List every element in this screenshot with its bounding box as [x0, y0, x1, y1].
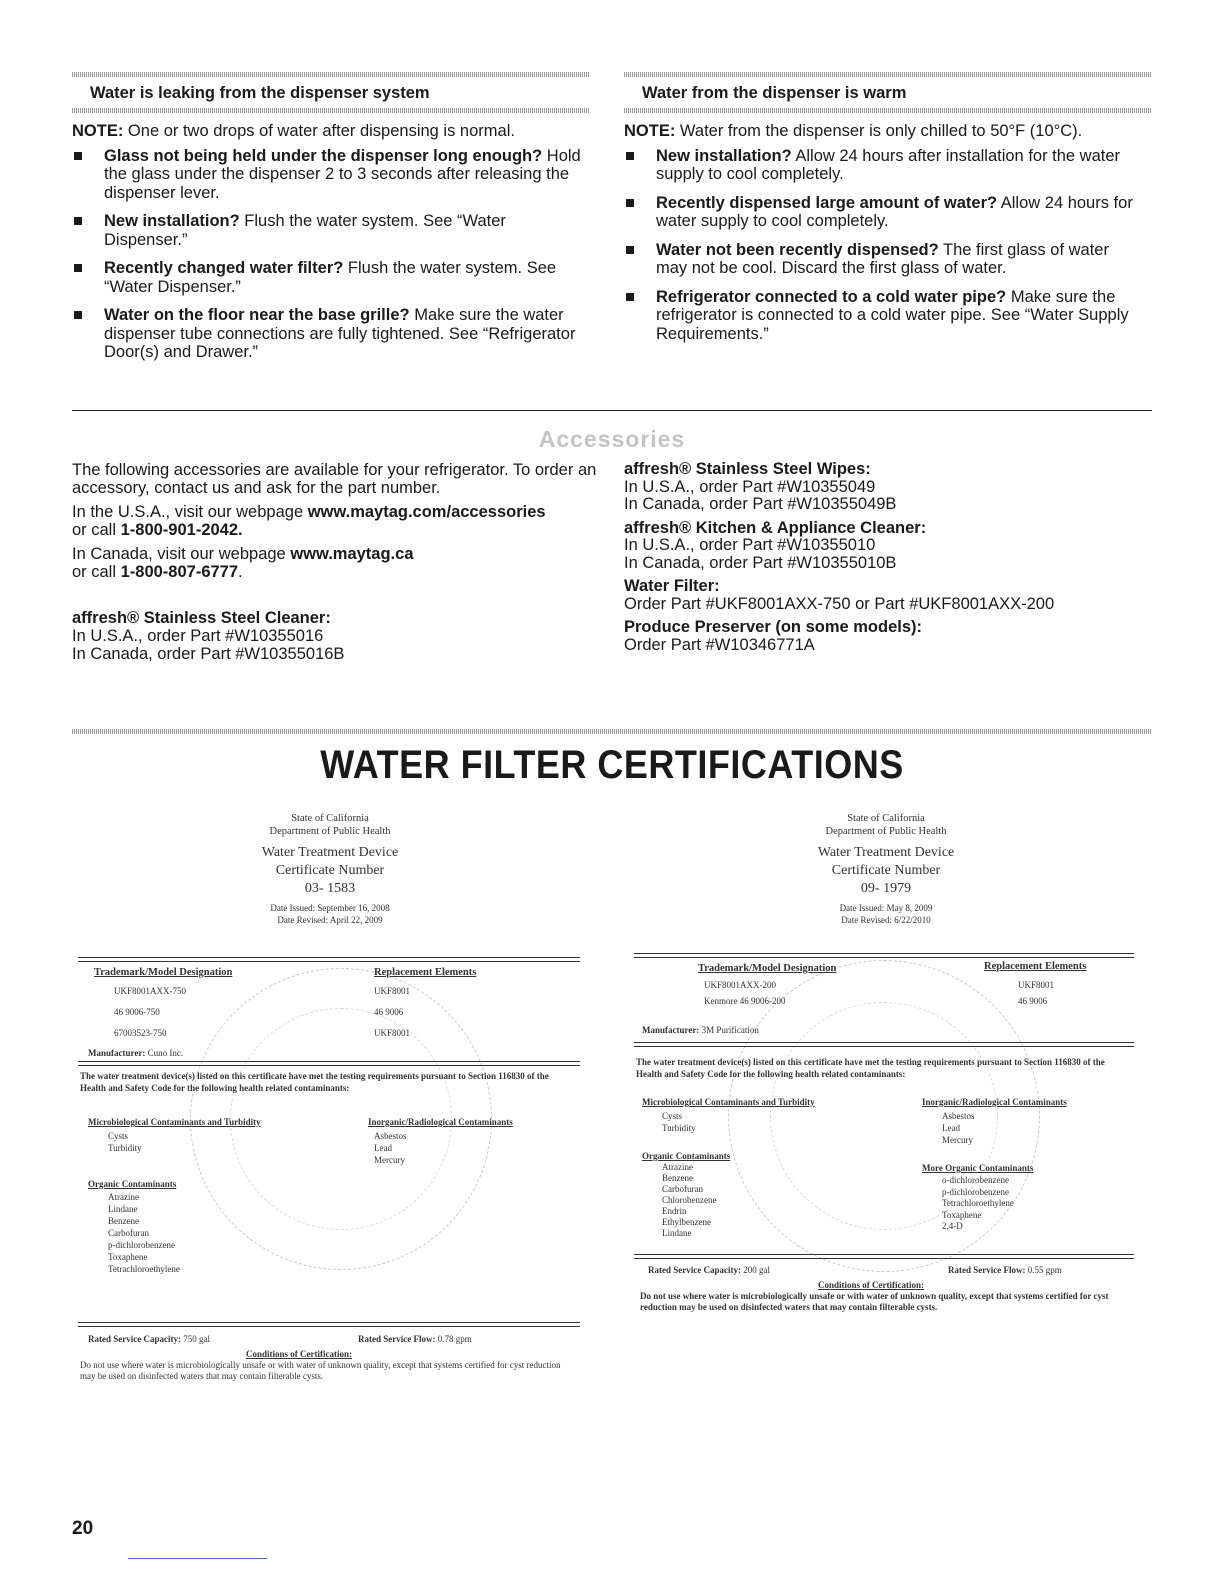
left-cert-statement: The water treatment device(s) listed on this certificate have met the testing requirements pursuant to Section 116830 of the Health and Safety Code for the following health related contaminants:	[80, 1071, 549, 1093]
bullet-square-icon	[74, 264, 82, 272]
left-cert-organic-item: Atrazine	[108, 1192, 139, 1202]
right-cert-more-item: p-dichlorobenzene	[942, 1186, 1009, 1197]
right-bullet-item	[624, 241, 1144, 278]
left-cert-model: 67003523-750	[114, 1028, 167, 1038]
left-cert-organic-item: Carbofuran	[108, 1228, 149, 1238]
right-cert-models	[704, 977, 785, 1009]
left-section-title-rule	[72, 108, 590, 113]
left-bullet-text: Flush the water system. See “Water Dispenser.”	[104, 259, 557, 296]
ca-phone-number: 1-800-807-6777	[120, 563, 239, 581]
wipes-title: affresh® Stainless Steel Wipes:	[624, 460, 871, 478]
stainless-cleaner-title: affresh® Stainless Steel Cleaner:	[72, 609, 331, 627]
left-cert-models	[114, 981, 186, 1044]
right-bullet-item	[624, 194, 1144, 231]
left-bullet-bold: New installation?	[104, 212, 240, 230]
right-cert-organic-header: Organic Contaminants	[642, 1151, 731, 1161]
right-cert-capacity	[648, 1264, 770, 1276]
right-section-body	[624, 122, 1144, 353]
right-note-label: NOTE:	[624, 122, 676, 140]
left-cert-organic-item: Toxaphene	[108, 1252, 148, 1262]
kitchen-cleaner-us: In U.S.A., order Part #W10355010	[624, 536, 876, 554]
right-cert-inorganic-item: Asbestos	[942, 1111, 975, 1121]
right-cert-conditions-header: Conditions of Certification:	[818, 1280, 924, 1290]
left-cert-replacement: 46 9006	[374, 1007, 404, 1017]
ca-end-punct: .	[238, 563, 243, 581]
wipes-ca: In Canada, order Part #W10355049B	[624, 495, 897, 513]
left-cert-replacement: UKF8001	[374, 986, 411, 996]
right-cert-manufacturer-name: 3M Purification	[701, 1025, 759, 1035]
left-cert-inorganic-item: Mercury	[374, 1155, 405, 1165]
right-cert-dept: Department of Public Health	[825, 826, 947, 837]
right-section-title: Water from the dispenser is warm	[642, 84, 907, 102]
left-cert-replacement-header: Replacement Elements	[374, 967, 477, 978]
right-cert-micro-header: Microbiological Contaminants and Turbidity	[642, 1097, 815, 1107]
right-cert-more-header: More Organic Contaminants	[922, 1163, 1034, 1173]
bullet-square-icon	[74, 311, 82, 319]
left-note	[72, 122, 592, 141]
produce-preserver-title: Produce Preserver (on some models):	[624, 618, 923, 636]
bullet-square-icon	[626, 293, 634, 301]
water-filter-text: Order Part #UKF8001AXX-750 or Part #UKF8001AXX-200	[624, 594, 1055, 613]
right-bullet-bold: New installation?	[656, 146, 792, 165]
right-cert-organic-list	[662, 1162, 716, 1239]
left-cert-trademark-header: Trademark/Model Designation	[94, 967, 233, 978]
left-cert-flow	[358, 1333, 472, 1345]
left-bullet-bold: Water on the floor near the base grille?	[104, 306, 410, 324]
left-bullet-bold: Glass not being held under the dispenser long enough?	[104, 146, 543, 165]
right-bullet-text: The first glass of water may not be cool. Discard the first glass of water.	[656, 240, 1109, 277]
left-bullet-item	[72, 306, 592, 362]
left-bullet-text: Flush the water system. See “Water Dispenser.”	[104, 212, 506, 249]
right-cert-statement: The water treatment device(s) listed on this certificate have met the testing requirements pursuant to Section 116830 of the Health and Safety Code for the following health related contaminants:	[636, 1057, 1105, 1079]
right-cert-micro-item: Cysts	[662, 1111, 683, 1121]
left-cert-model: 46 9006-750	[114, 1007, 160, 1017]
left-cert-model: UKF8001AXX-750	[114, 986, 186, 996]
right-cert-number: 09- 1979	[860, 881, 912, 896]
left-section-title: Water is leaking from the dispenser system	[90, 84, 430, 102]
left-bullet-item	[72, 259, 592, 296]
certifications-top-rule	[72, 729, 1152, 734]
right-cert-more-item: Toxaphene	[942, 1209, 982, 1220]
right-cert-state: State of California	[847, 813, 925, 824]
left-cert-revised: Date Revised: April 22, 2009	[277, 915, 383, 925]
accessories-heading: Accessories	[538, 426, 686, 452]
right-cert-organic-item: Ethylbenzene	[662, 1217, 711, 1227]
right-cert-frame-mid	[634, 1042, 1134, 1047]
left-cert-frame-top	[78, 957, 580, 962]
right-bullet-text: Allow 24 hours after installation for the water supply to cool completely.	[656, 146, 1121, 183]
left-cert-frame-bottom	[78, 1322, 580, 1327]
right-cert-replacement: 46 9006	[1018, 996, 1048, 1006]
stainless-cleaner-block	[72, 609, 602, 663]
left-cert-inorganic-item: Lead	[374, 1143, 392, 1153]
right-cert-trademark-header: Trademark/Model Designation	[698, 963, 837, 974]
left-cert-micro-item: Cysts	[108, 1131, 129, 1141]
bullet-square-icon	[626, 199, 634, 207]
left-cert-replacements	[374, 981, 410, 1044]
right-bullet-item	[624, 147, 1144, 184]
right-cert-more-item: Tetrachloroethylene	[942, 1198, 1014, 1208]
accessories-left-column	[72, 461, 602, 669]
right-section-title-rule	[624, 108, 1152, 113]
right-cert-more-item: o-dichlorobenzene	[942, 1175, 1009, 1185]
left-bullet-bold: Recently changed water filter?	[104, 259, 344, 277]
left-cert-organic-item: Benzene	[108, 1216, 139, 1226]
right-cert-organic-item: Benzene	[662, 1173, 693, 1183]
right-cert-inorganic-item: Lead	[942, 1123, 960, 1133]
produce-preserver-text: Order Part #W10346771A	[624, 635, 815, 654]
right-cert-replacement: UKF8001	[1018, 980, 1055, 990]
accessories-ca-contact	[72, 545, 602, 581]
right-cert-more-list	[942, 1175, 1014, 1233]
left-cert-organic-item: Lindane	[108, 1204, 138, 1214]
right-cert-capacity-label: Rated Service Capacity:	[648, 1265, 741, 1275]
right-bullet-text: Allow 24 hours for water supply to cool completely.	[656, 193, 1133, 230]
page-number: 20	[72, 1518, 94, 1539]
right-cert-model: UKF8001AXX-200	[704, 980, 776, 990]
right-bullet-bold: Recently dispensed large amount of water?	[656, 193, 998, 212]
right-cert-flow-label: Rated Service Flow:	[948, 1265, 1026, 1275]
wipes-us: In U.S.A., order Part #W10355049	[624, 477, 876, 496]
left-bullet-text: Hold the glass under the dispenser 2 to 3 seconds after releasing the dispenser lever.	[104, 146, 581, 202]
right-cert-revised: Date Revised: 6/22/2010	[841, 915, 931, 925]
left-note-label: NOTE:	[72, 122, 124, 140]
left-cert-dept: Department of Public Health	[269, 826, 391, 837]
kitchen-cleaner-title: affresh® Kitchen & Appliance Cleaner:	[624, 518, 927, 537]
left-cert-manufacturer	[88, 1047, 183, 1059]
footer-rule	[128, 1558, 267, 1559]
right-cert-conditions: Do not use where water is microbiologically unsafe or with water of unknown quality, except that systems certified for cyst reduction may be used on disinfected waters that may contain filterable cysts.	[640, 1291, 1109, 1312]
right-cert-more-item: 2,4-D	[942, 1221, 963, 1231]
accessories-us-contact	[72, 503, 602, 539]
left-cert-inorganic-list	[374, 1130, 407, 1166]
left-cert-organic-header: Organic Contaminants	[88, 1179, 177, 1189]
right-cert-organic-item: Atrazine	[662, 1162, 693, 1172]
right-cert-model: Kenmore 46 9006-200	[704, 996, 786, 1006]
right-cert-organic-item: Chlorobenzene	[662, 1195, 717, 1205]
produce-preserver-block	[624, 619, 1154, 654]
left-cert-issued: Date Issued: September 16, 2008	[270, 903, 390, 913]
right-cert-frame-bottom	[634, 1254, 1134, 1259]
left-bullet-item	[72, 147, 592, 203]
right-note-text: Water from the dispenser is only chilled to 50°F (10°C).	[675, 122, 1083, 140]
bullet-square-icon	[74, 217, 82, 225]
right-cert-header	[736, 812, 1036, 926]
left-cert-number: 03- 1583	[304, 881, 356, 896]
left-cert-micro-header: Microbiological Contaminants and Turbidity	[88, 1117, 261, 1127]
right-cert-organic-item: Lindane	[662, 1228, 692, 1238]
left-cert-organic-item: p-dichlorobenzene	[108, 1240, 175, 1250]
left-cert-organic-item: Tetrachloroethylene	[108, 1264, 180, 1274]
right-cert-replacement-header: Replacement Elements	[984, 961, 1087, 972]
right-bullet-item	[624, 288, 1144, 344]
right-cert-inorganic-header: Inorganic/Radiological Contaminants	[922, 1097, 1067, 1107]
us-accessories-link: www.maytag.com/accessories	[307, 503, 546, 521]
left-cert-conditions-header: Conditions of Certification:	[246, 1349, 352, 1359]
accessories-right-column	[624, 461, 1154, 660]
ca-contact-text: In Canada, visit our webpage	[72, 545, 291, 563]
bullet-square-icon	[626, 246, 634, 254]
bullet-square-icon	[626, 152, 634, 160]
certifications-title: WATER FILTER CERTIFICATIONS	[320, 741, 904, 787]
right-bullet-bold: Water not been recently dispensed?	[656, 240, 939, 259]
water-filter-title: Water Filter:	[624, 577, 720, 595]
left-cert-inorganic-header: Inorganic/Radiological Contaminants	[368, 1117, 513, 1127]
right-cert-device: Water Treatment Device	[817, 845, 955, 860]
ca-accessories-link: www.maytag.ca	[290, 545, 414, 563]
left-cert-manufacturer-label: Manufacturer:	[88, 1048, 146, 1058]
left-cert-capacity-label: Rated Service Capacity:	[88, 1334, 181, 1344]
wipes-block	[624, 461, 1154, 514]
right-bullet-text: Make sure the refrigerator is connected to a cold water pipe. See “Water Supply Requirements.”	[656, 287, 1129, 343]
right-note	[624, 122, 1144, 141]
left-cert-device: Water Treatment Device	[261, 845, 399, 860]
ca-call-text: or call	[72, 563, 121, 581]
left-cert-manufacturer-name: Cuno Inc.	[147, 1048, 184, 1058]
right-cert-inorganic-item: Mercury	[942, 1135, 973, 1145]
right-cert-frame-top	[634, 953, 1134, 958]
us-contact-text: In the U.S.A., visit our webpage	[72, 503, 308, 521]
accessories-divider	[72, 410, 1152, 411]
left-bullet-text: Make sure the water dispenser tube connections are fully tightened. See “Refrigerator Door(s) and Drawer.”	[104, 306, 576, 361]
right-cert-organic-item: Carbofuran	[662, 1184, 703, 1194]
left-cert-micro-item: Turbidity	[108, 1143, 142, 1153]
right-cert-micro-item: Turbidity	[662, 1123, 696, 1133]
left-cert-inorganic-item: Asbestos	[374, 1131, 407, 1141]
left-section-top-rule	[72, 72, 590, 77]
left-cert-state: State of California	[291, 813, 369, 824]
us-phone-number: 1-800-901-2042.	[120, 521, 243, 539]
left-cert-capacity	[88, 1333, 210, 1345]
right-cert-capacity-value: 200 gal	[743, 1265, 770, 1275]
right-cert-flow-value: 0.55 gpm	[1027, 1265, 1062, 1275]
right-bullet-bold: Refrigerator connected to a cold water pipe?	[656, 287, 1007, 306]
right-cert-flow	[948, 1264, 1062, 1276]
stainless-cleaner-ca: In Canada, order Part #W10355016B	[72, 645, 345, 663]
left-cert-replacement: UKF8001	[374, 1028, 411, 1038]
kitchen-cleaner-block	[624, 520, 1154, 573]
bullet-square-icon	[74, 152, 82, 160]
left-note-text: One or two drops of water after dispensing is normal.	[123, 122, 515, 140]
kitchen-cleaner-ca: In Canada, order Part #W10355010B	[624, 553, 897, 572]
left-cert-frame-mid	[78, 1061, 580, 1066]
right-cert-manufacturer	[642, 1024, 759, 1036]
right-cert-organic-item: Endrin	[662, 1206, 687, 1216]
right-cert-label: Certificate Number	[831, 863, 941, 878]
right-cert-micro-list	[662, 1110, 696, 1134]
water-filter-block	[624, 578, 1154, 613]
accessories-intro: The following accessories are available for your refrigerator. To order an accessory, contact us and ask for the part number.	[72, 461, 597, 497]
right-cert-replacements	[1018, 977, 1054, 1009]
right-cert-issued: Date Issued: May 8, 2009	[839, 903, 933, 913]
left-bullet-item	[72, 212, 592, 249]
left-cert-organic-list	[108, 1191, 180, 1275]
left-cert-micro-list	[108, 1130, 142, 1154]
stainless-cleaner-us: In U.S.A., order Part #W10355016	[72, 627, 324, 645]
us-call-text: or call	[72, 521, 121, 539]
left-cert-flow-label: Rated Service Flow:	[358, 1334, 436, 1344]
right-section-top-rule	[624, 72, 1152, 77]
left-cert-conditions: Do not use where water is microbiologically unsafe or with water of unknown quality, except that systems certified for cyst reduction may be used on disinfected waters that may contain filterable cysts.	[80, 1360, 561, 1381]
left-cert-flow-value: 0.78 gpm	[437, 1334, 472, 1344]
left-cert-label: Certificate Number	[275, 863, 385, 878]
right-cert-inorganic-list	[942, 1110, 975, 1146]
left-cert-capacity-value: 750 gal	[183, 1334, 210, 1344]
right-cert-manufacturer-label: Manufacturer:	[642, 1025, 700, 1035]
left-section-body	[72, 122, 592, 372]
left-cert-header	[180, 812, 480, 926]
